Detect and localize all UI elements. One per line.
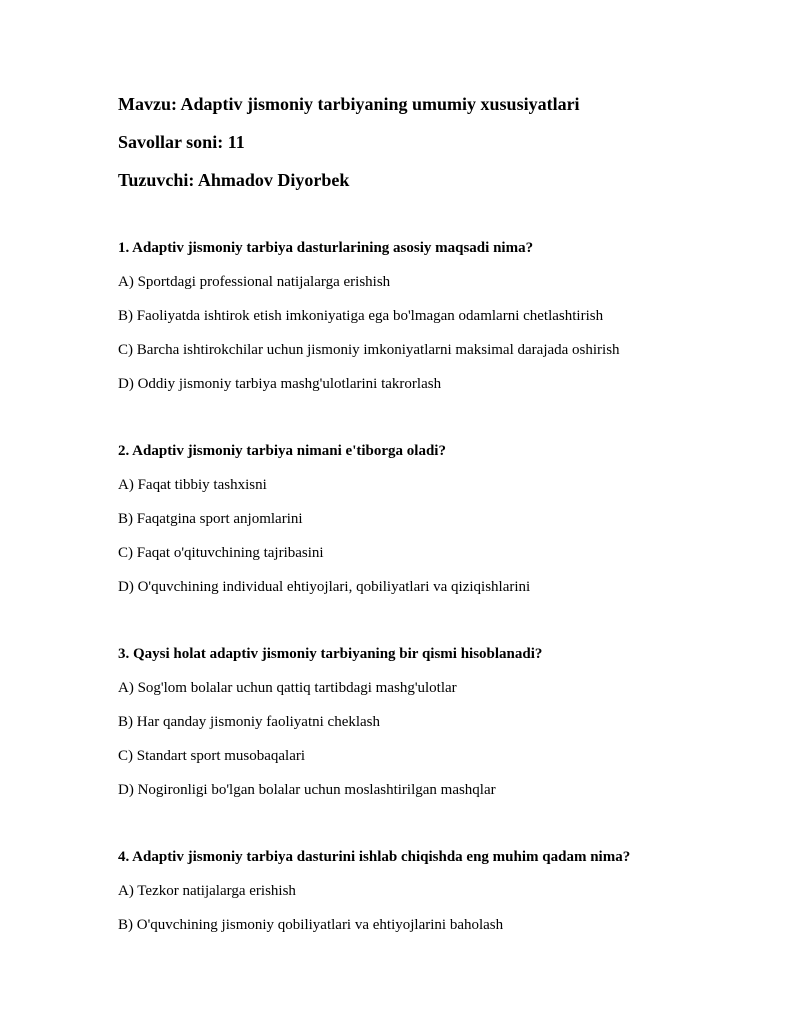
question-1-option-c: C) Barcha ishtirokchilar uchun jismoniy imkoniyatlarni maksimal darajada oshirish <box>118 342 620 358</box>
question-2-option-d: D) O'quvchining individual ehtiyojlari, qobiliyatlari va qiziqishlarini <box>118 579 531 595</box>
question-3-option-d: D) Nogironligi bo'lgan bolalar uchun moslashtirilgan mashqlar <box>118 782 496 798</box>
question-3-option-c: C) Standart sport musobaqalari <box>118 748 306 764</box>
author-heading: Tuzuvchi: Ahmadov Diyorbek <box>118 170 350 190</box>
question-count-heading: Savollar soni: 11 <box>118 132 245 152</box>
question-4-option-a: A) Tezkor natijalarga erishish <box>118 883 296 899</box>
question-4-title: 4. Adaptiv jismoniy tarbiya dasturini ishlab chiqishda eng muhim qadam nima? <box>118 849 631 865</box>
question-2-title: 2. Adaptiv jismoniy tarbiya nimani e'tiborga oladi? <box>118 443 446 459</box>
question-4-option-b: B) O'quvchining jismoniy qobiliyatlari va ehtiyojlarini baholash <box>118 917 504 933</box>
question-3-option-a: A) Sog'lom bolalar uchun qattiq tartibdagi mashg'ulotlar <box>118 680 457 696</box>
question-2-option-b: B) Faqatgina sport anjomlarini <box>118 511 303 527</box>
topic-heading: Mavzu: Adaptiv jismoniy tarbiyaning umumiy xususiyatlari <box>118 94 580 114</box>
question-2-option-c: C) Faqat o'qituvchining tajribasini <box>118 545 324 561</box>
question-1-option-b: B) Faoliyatda ishtirok etish imkoniyatiga ega bo'lmagan odamlarni chetlashtirish <box>118 308 604 324</box>
question-3-option-b: B) Har qanday jismoniy faoliyatni cheklash <box>118 714 381 730</box>
question-1-title: 1. Adaptiv jismoniy tarbiya dasturlarining asosiy maqsadi nima? <box>118 240 534 256</box>
question-1-option-a: A) Sportdagi professional natijalarga erishish <box>118 274 391 290</box>
question-2-option-a: A) Faqat tibbiy tashxisni <box>118 477 267 493</box>
question-1-option-d: D) Oddiy jismoniy tarbiya mashg'ulotlarini takrorlash <box>118 376 442 392</box>
question-3-title: 3. Qaysi holat adaptiv jismoniy tarbiyaning bir qismi hisoblanadi? <box>118 646 543 662</box>
